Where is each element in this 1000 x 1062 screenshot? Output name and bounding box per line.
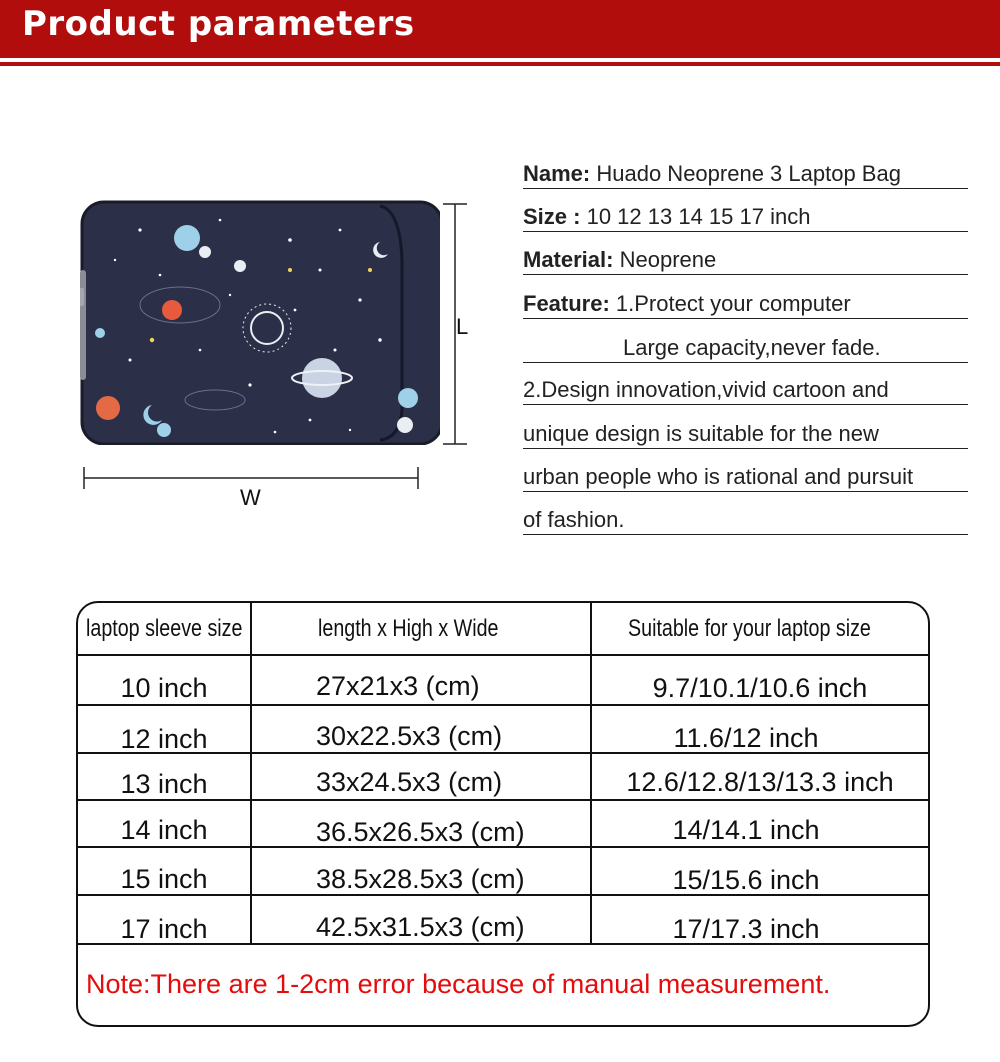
header-dimensions: length x High x Wide (318, 615, 499, 642)
spec-feature-line: 2.Design innovation,vivid cartoon and (523, 376, 968, 405)
header-suitable-size: Suitable for your laptop size (628, 615, 871, 642)
table-divider (78, 654, 928, 656)
size-table: laptop sleeve size length x High x Wide Suitable for your laptop size 10 inch 27x21x3 (cm) 9.7/10.1/10.6 inch 12 inch 30x22.5x3 (cm) 11.6/12 inch 13 inch 33x24.5x3 (cm) 12.6/12.8/13/13.3 inch 14 inch 36.5x26.5x3 (cm) 14/14.1 inch 15 inch 38.5x28.5x3 (cm) 15/15.6 inch 17 inch 42.5x31.5x3 (cm) 17/17.3 inch Note:There are 1-2cm error because of manual measurement. (76, 601, 930, 1027)
table-divider (78, 704, 928, 706)
header-sleeve-size: laptop sleeve size (86, 615, 243, 642)
page-title: Product parameters (22, 4, 415, 44)
header-banner (0, 0, 1000, 58)
header-divider (0, 62, 1000, 66)
spec-feature-line: Large capacity,never fade. (523, 334, 968, 363)
spec-feature: Feature: 1.Protect your computer (523, 290, 968, 319)
spec-feature-line: of fashion. (523, 506, 968, 535)
spec-feature-line: unique design is suitable for the new (523, 420, 968, 449)
spec-material: Material: Neoprene (523, 246, 968, 275)
spec-size: Size : 10 12 13 14 15 17 inch (523, 203, 968, 232)
spec-feature-line: urban people who is rational and pursuit (523, 463, 968, 492)
spec-name: Name: Huado Neoprene 3 Laptop Bag (523, 160, 968, 189)
width-label: W (240, 485, 261, 510)
product-image (80, 200, 440, 445)
length-label: L (456, 314, 469, 339)
measurement-note: Note:There are 1-2cm error because of manual measurement. (86, 969, 831, 999)
